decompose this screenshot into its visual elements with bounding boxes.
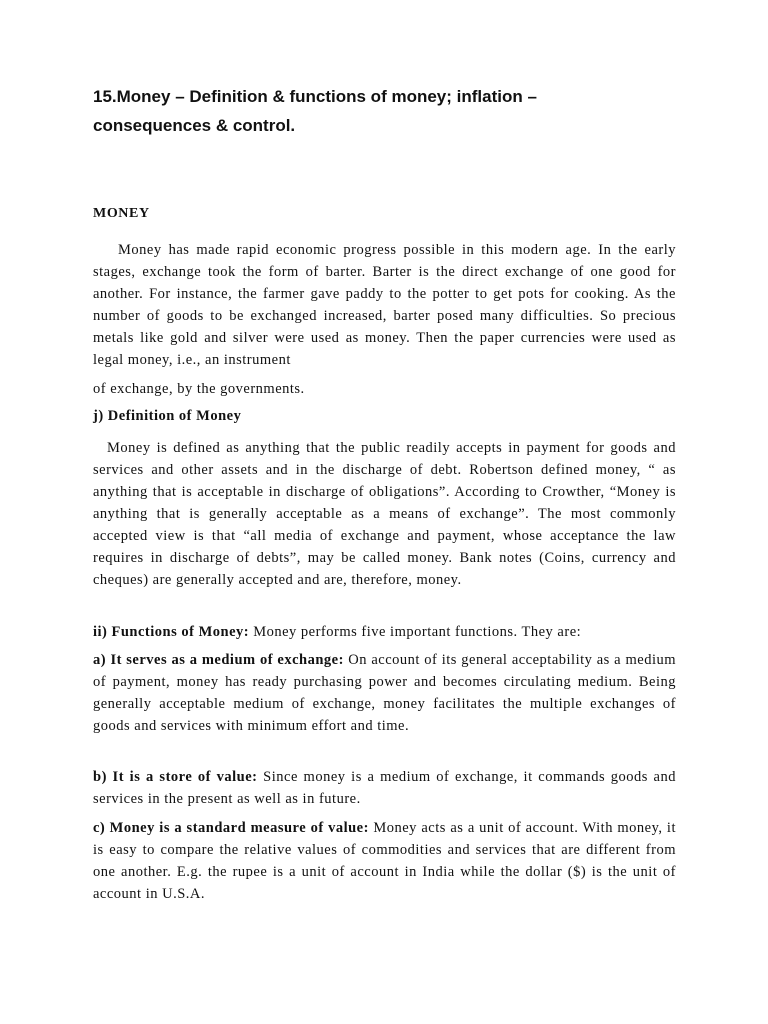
function-c-text: Money acts as a unit of account. With money, it is easy to compare the relative values of commodities and services that are different from one another. E.g. the rupee is a unit of account in India while the dollar ($) is the unit of account in U.S.A. — [93, 820, 676, 902]
functions-paragraph — [93, 621, 676, 643]
function-a-label: a) It serves as a medium of exchange: — [93, 652, 344, 668]
functions-label: ii) Functions of Money: — [93, 624, 250, 640]
function-a-paragraph — [93, 649, 676, 737]
function-c-paragraph — [93, 817, 676, 905]
document-title: 15.Money – Definition & functions of money; inflation – consequences & control. — [93, 87, 537, 135]
definition-heading: j) Definition of Money — [93, 408, 242, 424]
function-a-text: On account of its general acceptability as a medium of payment, money has ready purchasing power and becomes circulating medium. Being generally acceptable medium of exchange, money facilitates the multiple exchanges of goods and services with minimum effort and time. — [93, 652, 676, 734]
function-b-label: b) It is a store of value: — [93, 769, 258, 785]
intro-paragraph-tail: of exchange, by the governments. — [93, 381, 305, 397]
function-b-paragraph — [93, 766, 676, 810]
definition-paragraph: Money is defined as anything that the public readily accepts in payment for goods and services and other assets and in the discharge of debt. Robertson defined money, “ as anything that is acceptable in discharge of obligations”. According to Crowther, “Money is anything that is generally acceptable as a means of exchange”. The most commonly accepted view is that “all media of exchange and payment, whose acceptance the law requires in discharge of debts”, may be called money. Bank notes (Coins, currency and cheques) are generally accepted and are, therefore, money. — [93, 440, 676, 588]
functions-text: Money performs five important functions. They are: — [249, 624, 582, 640]
function-b-text: Since money is a medium of exchange, it commands goods and services in the present as well as in future. — [93, 769, 676, 807]
intro-paragraph: Money has made rapid economic progress possible in this modern age. In the early stages, exchange took the form of barter. Barter is the direct exchange of one good for another. For instance, the farmer gave paddy to the potter to get pots for cooking. As the number of goods to be exchanged increased, barter posed many difficulties. So precious metals like gold and silver were used as money. Then the paper currencies were used as legal money, i.e., an instrument — [93, 242, 676, 368]
section-heading-money: MONEY — [93, 206, 150, 221]
function-c-label: c) Money is a standard measure of value: — [93, 820, 369, 836]
document-page — [93, 82, 676, 902]
